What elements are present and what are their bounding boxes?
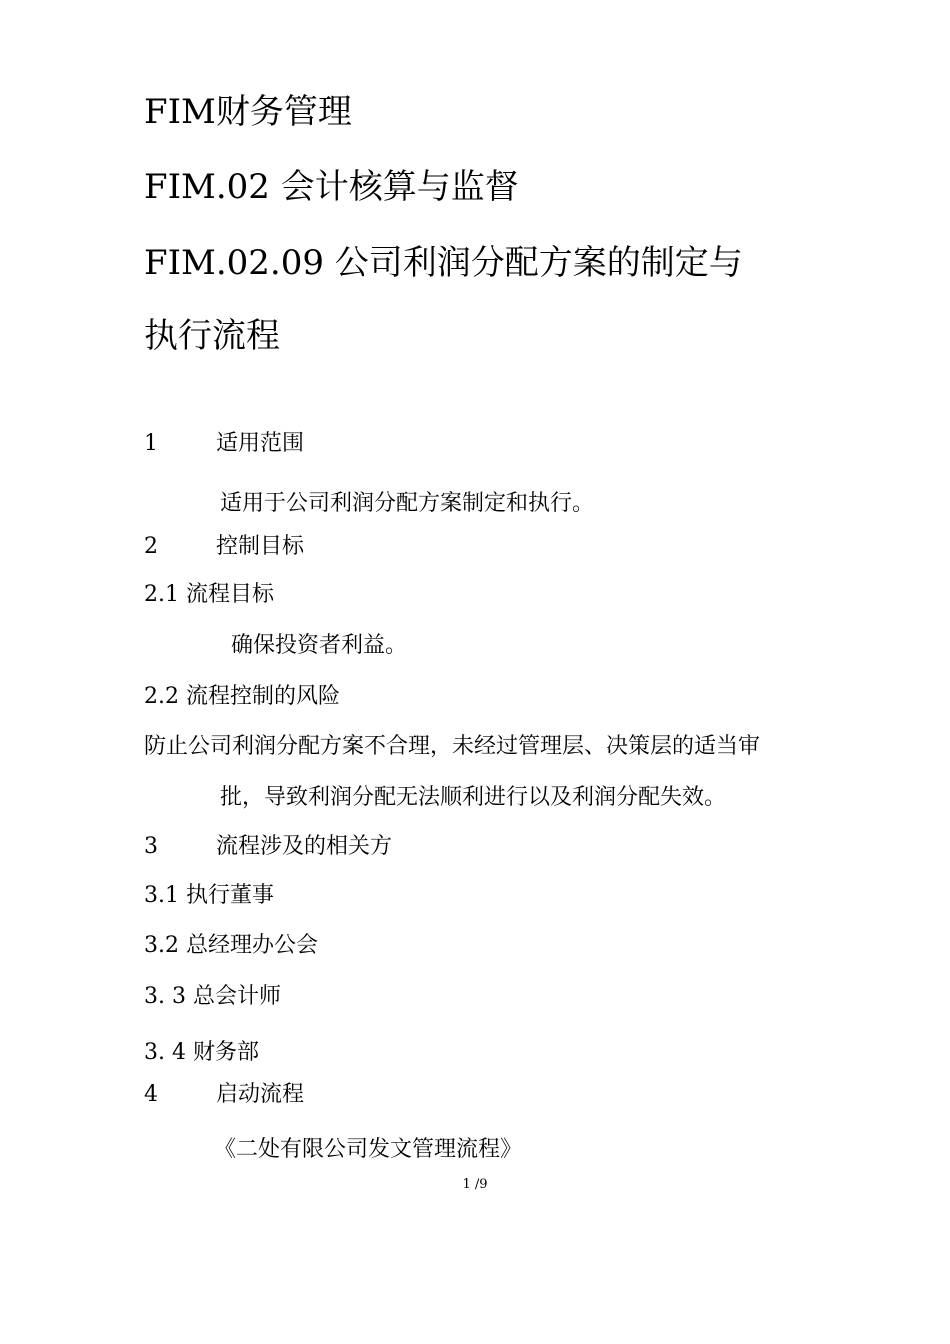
section-3-item: 3.1 执行董事 bbox=[144, 883, 274, 908]
section-3-number: 3 bbox=[144, 834, 158, 859]
section-2-1-title: 2.1 流程目标 bbox=[144, 582, 274, 607]
section-1-title: 适用范围 bbox=[216, 431, 305, 456]
section-4-body: 《二处有限公司发文管理流程》 bbox=[214, 1137, 523, 1162]
section-2-2-body-line-1: 防止公司利润分配方案不合理，未经过管理层、决策层的适当审 bbox=[144, 734, 761, 759]
section-1-body: 适用于公司利润分配方案制定和执行。 bbox=[220, 491, 595, 516]
section-2-title: 控制目标 bbox=[216, 534, 305, 559]
section-3-item: 3.2 总经理办公会 bbox=[144, 933, 318, 958]
section-2-2-title: 2.2 流程控制的风险 bbox=[144, 684, 340, 709]
heading-process-title-continued: 执行流程 bbox=[144, 316, 280, 356]
section-4-title: 启动流程 bbox=[216, 1082, 305, 1107]
section-1-number: 1 bbox=[144, 431, 158, 456]
section-4-number: 4 bbox=[144, 1082, 158, 1107]
heading-process-title: FIM.02.09 公司利润分配方案的制定与 bbox=[144, 243, 743, 283]
section-2-2-body-line-2: 批，导致利润分配无法顺利进行以及利润分配失效。 bbox=[220, 785, 727, 810]
section-3-item: 3. 3 总会计师 bbox=[144, 984, 281, 1009]
heading-category: FIM财务管理 bbox=[144, 92, 352, 132]
section-2-1-body: 确保投资者利益。 bbox=[231, 633, 408, 658]
section-2-number: 2 bbox=[144, 534, 158, 559]
section-3-title: 流程涉及的相关方 bbox=[216, 834, 393, 859]
heading-subcategory: FIM.02 会计核算与监督 bbox=[144, 167, 519, 207]
page-number: 1 /9 bbox=[462, 1177, 488, 1192]
section-3-item: 3. 4 财务部 bbox=[144, 1040, 259, 1065]
